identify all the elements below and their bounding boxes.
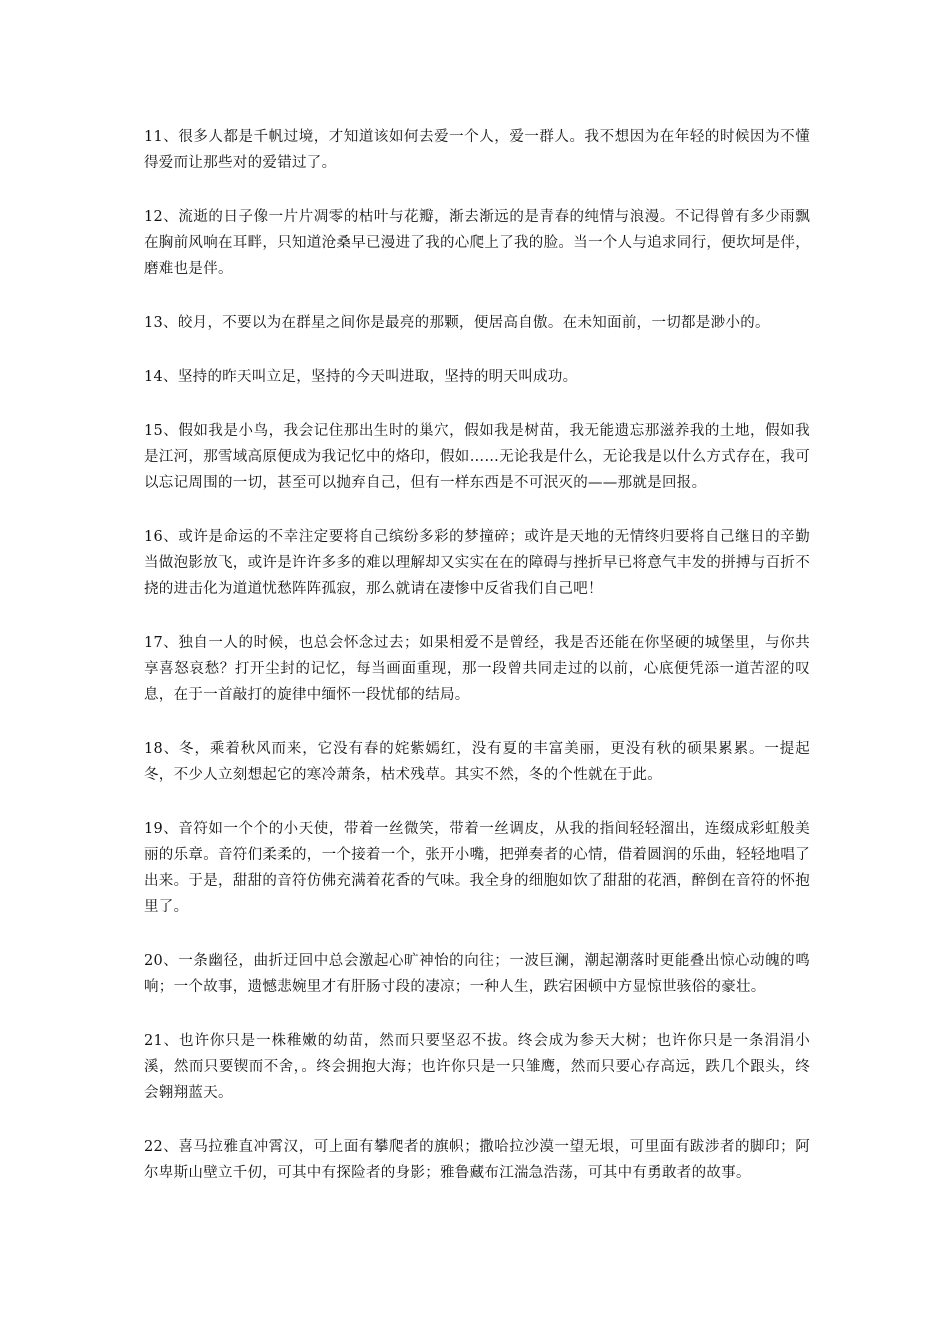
paragraph-20: 20、一条幽径，曲折迂回中总会激起心旷神怡的向往；一波巨澜，潮起潮落时更能叠出惊心动魄的鸣响；一个故事，遗憾悲婉里才有肝肠寸段的凄凉；一种人生，跌宕困顿中方显惊世骇俗的豪壮。 bbox=[144, 953, 810, 995]
paragraph-18: 18、冬，乘着秋风而来，它没有春的姹紫嫣红，没有夏的丰富美丽，更没有秋的硕果累累。一提起冬，不少人立刻想起它的寒冷萧条，枯术残草。其实不然，冬的个性就在于此。 bbox=[144, 741, 810, 783]
paragraph-19: 19、音符如一个个的小天使，带着一丝微笑，带着一丝调皮，从我的指间轻轻溜出，连缀成彩虹般美丽的乐章。音符们柔柔的，一个接着一个，张开小嘴，把弹奏者的心情，借着圆润的乐曲，轻轻地唱了出来。于是，甜甜的音符仿佛充满着花香的气味。我全身的细胞如饮了甜甜的花酒，醉倒在音符的怀抱里了。 bbox=[144, 821, 810, 915]
paragraph-16: 16、或许是命运的不幸注定要将自己缤纷多彩的梦撞碎；或许是天地的无情终归要将自己继日的辛勤当做泡影放飞，或许是许许多多的难以理解却又实实在在的障碍与挫折早已将意气丰发的拼搏与百折不挠的进击化为道道忧愁阵阵孤寂，那么就请在凄惨中反省我们自己吧！ bbox=[144, 529, 810, 597]
paragraph-14: 14、坚持的昨天叫立足，坚持的今天叫进取，坚持的明天叫成功。 bbox=[144, 369, 578, 385]
paragraph-22: 22、喜马拉雅直冲霄汉，可上面有攀爬者的旗帜；撒哈拉沙漠一望无垠，可里面有跋涉者的脚印；阿尔卑斯山壁立千仞，可其中有探险者的身影；雅鲁藏布江湍急浩荡，可其中有勇敢者的故事。 bbox=[144, 1139, 810, 1181]
paragraph-11: 11、很多人都是千帆过境，才知道该如何去爱一个人，爱一群人。我不想因为在年轻的时候因为不懂得爱而让那些对的爱错过了。 bbox=[144, 129, 810, 171]
paragraph-15: 15、假如我是小鸟，我会记住那出生时的巢穴，假如我是树苗，我无能遗忘那滋养我的土地，假如我是江河，那雪域高原便成为我记忆中的烙印，假如……无论我是什么，无论我是以什么方式存在，我可以忘记周围的一切，甚至可以抛弃自己，但有一样东西是不可泯灭的——那就是回报。 bbox=[144, 423, 810, 491]
paragraph-21: 21、也许你只是一株稚嫩的幼苗，然而只要坚忍不拔。终会成为参天大树；也许你只是一条涓涓小溪，然而只要锲而不舍，。终会拥抱大海；也许你只是一只雏鹰，然而只要心存高远，跌几个跟头，终会翱翔蓝天。 bbox=[144, 1033, 810, 1101]
paragraph-12: 12、流逝的日子像一片片凋零的枯叶与花瓣，渐去渐远的是青春的纯情与浪漫。不记得曾有多少雨飘在胸前风响在耳畔，只知道沧桑早已漫进了我的心爬上了我的脸。当一个人与追求同行，便坎坷是伴，磨难也是伴。 bbox=[144, 209, 810, 277]
document-body bbox=[144, 124, 810, 1214]
paragraph-13: 13、皎月，不要以为在群星之间你是最亮的那颗，便居高自傲。在未知面前，一切都是渺小的。 bbox=[144, 315, 770, 331]
paragraph-17: 17、独自一人的时候，也总会怀念过去；如果相爱不是曾经，我是否还能在你坚硬的城堡里，与你共享喜怒哀愁？打开尘封的记忆，每当画面重现，那一段曾共同走过的以前，心底便凭添一道苦涩的叹息，在于一首敲打的旋律中缅怀一段忧郁的结局。 bbox=[144, 635, 810, 703]
